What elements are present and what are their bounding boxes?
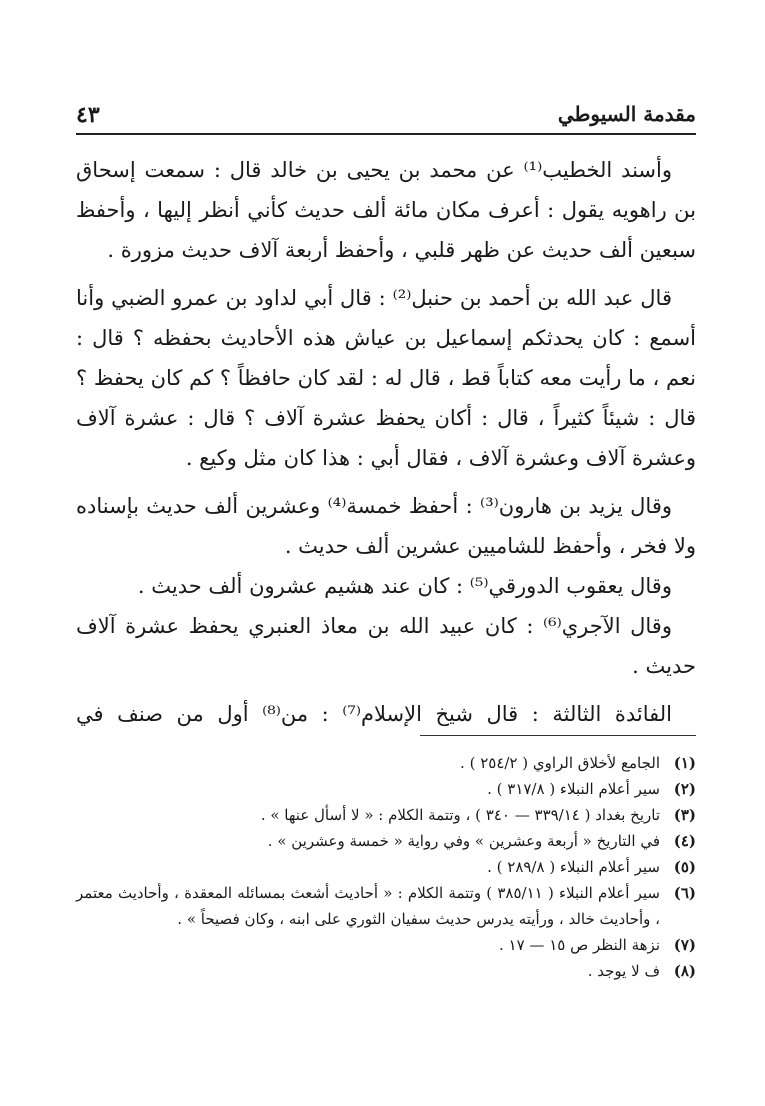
footnote-number: (٢) (673, 780, 696, 798)
footnote-number: (٦) (673, 884, 696, 902)
footnote (76, 932, 696, 958)
paragraph-yaqub-dawraqi: وقال يعقوب الدورقي⁽⁵⁾ : كان عند هشيم عشرون ألف حديث . (137, 574, 672, 598)
footnote (76, 880, 696, 932)
running-header (76, 102, 696, 134)
footnotes (76, 750, 696, 984)
section-heading-third-benefit: الفائدة الثالثة : قال شيخ الإسلام⁽⁷⁾ : من⁽⁸⁾ أول من صنف في (76, 702, 672, 726)
footnote-text: سير أعلام النبلاء ( ٣١٧/٨ ) . (487, 780, 660, 798)
footnote-text: في التاريخ « أربعة وعشرين » وفي رواية « خمسة وعشرين » . (267, 832, 660, 850)
footnote-text: سير أعلام النبلاء ( ٣٨٥/١١ ) وتتمة الكلام : « أحاديث أشعث بمسائله المعقدة ، وأحاديث معتمر ، وأحاديث خالد ، ورأيته يدرس حديث سفيان الثوري على ابنه ، وكان فصيحاً » . (76, 884, 660, 928)
footnote (76, 802, 696, 828)
footnote-number: (١) (673, 754, 696, 772)
footnote-text: الجامع لأخلاق الراوي ( ٢٥٤/٢ ) . (460, 754, 660, 772)
footnote (76, 776, 696, 802)
footnote (76, 750, 696, 776)
paragraph-abdullah-ibn-ahmad: قال عبد الله بن أحمد بن حنبل⁽²⁾ : قال أبي لداود بن عمرو الضبي وأنا أسمع : كان يحدثكم إسماعيل بن عياش هذه الأحاديث بحفظه ؟ قال : نعم ، ما رأيت معه كتاباً قط ، قال له : لقد كان حافظاً ؟ كم كان يحفظ ؟ قال : شيئاً كثيراً ، قال : أكان يحفظ عشرة آلاف ؟ قال : عشرة آلاف وعشرة آلاف وعشرة آلاف ، فقال أبي : هذا كان مثل وكيع . (76, 286, 696, 470)
footnote-separator (420, 735, 696, 736)
running-title: مقدمة السيوطي (557, 102, 696, 126)
footnote-number: (٧) (673, 936, 696, 954)
footnote-number: (٨) (673, 962, 696, 980)
footnote (76, 958, 696, 984)
page-number: ٤٣ (76, 102, 100, 128)
footnote (76, 854, 696, 880)
footnote-text: نزهة النظر ص ١٥ — ١٧ . (498, 936, 660, 954)
paragraph-khatib: وأسند الخطيب⁽¹⁾ عن محمد بن يحيى بن خالد قال : سمعت إسحاق بن راهويه يقول : أعرف مكان مائة ألف حديث كأني أنظر إليها ، وأحفظ سبعين ألف حديث عن ظهر قلبي ، وأحفظ أربعة آلاف حديث مزورة . (76, 158, 696, 262)
footnote-text: سير أعلام النبلاء ( ٢٨٩/٨ ) . (487, 858, 660, 876)
footnote (76, 828, 696, 854)
footnote-text: تاريخ بغداد ( ٣٣٩/١٤ — ٣٤٠ ) ، وتتمة الكلام : « لا أسأل عنها » . (260, 806, 660, 824)
main-text (76, 150, 696, 734)
paragraph-ajurri: وقال الآجري⁽⁶⁾ : كان عبيد الله بن معاذ العنبري يحفظ عشرة آلاف حديث . (76, 614, 696, 678)
footnote-number: (٣) (673, 806, 696, 824)
paragraph-yazid-ibn-harun: وقال يزيد بن هارون⁽³⁾ : أحفظ خمسة⁽⁴⁾ وعشرين ألف حديث بإسناده ولا فخر ، وأحفظ للشاميين عشرين ألف حديث . (76, 494, 696, 558)
footnote-text: ف لا يوجد . (587, 962, 660, 980)
footnote-number: (٥) (673, 858, 696, 876)
header-rule (76, 133, 696, 135)
footnote-number: (٤) (673, 832, 696, 850)
